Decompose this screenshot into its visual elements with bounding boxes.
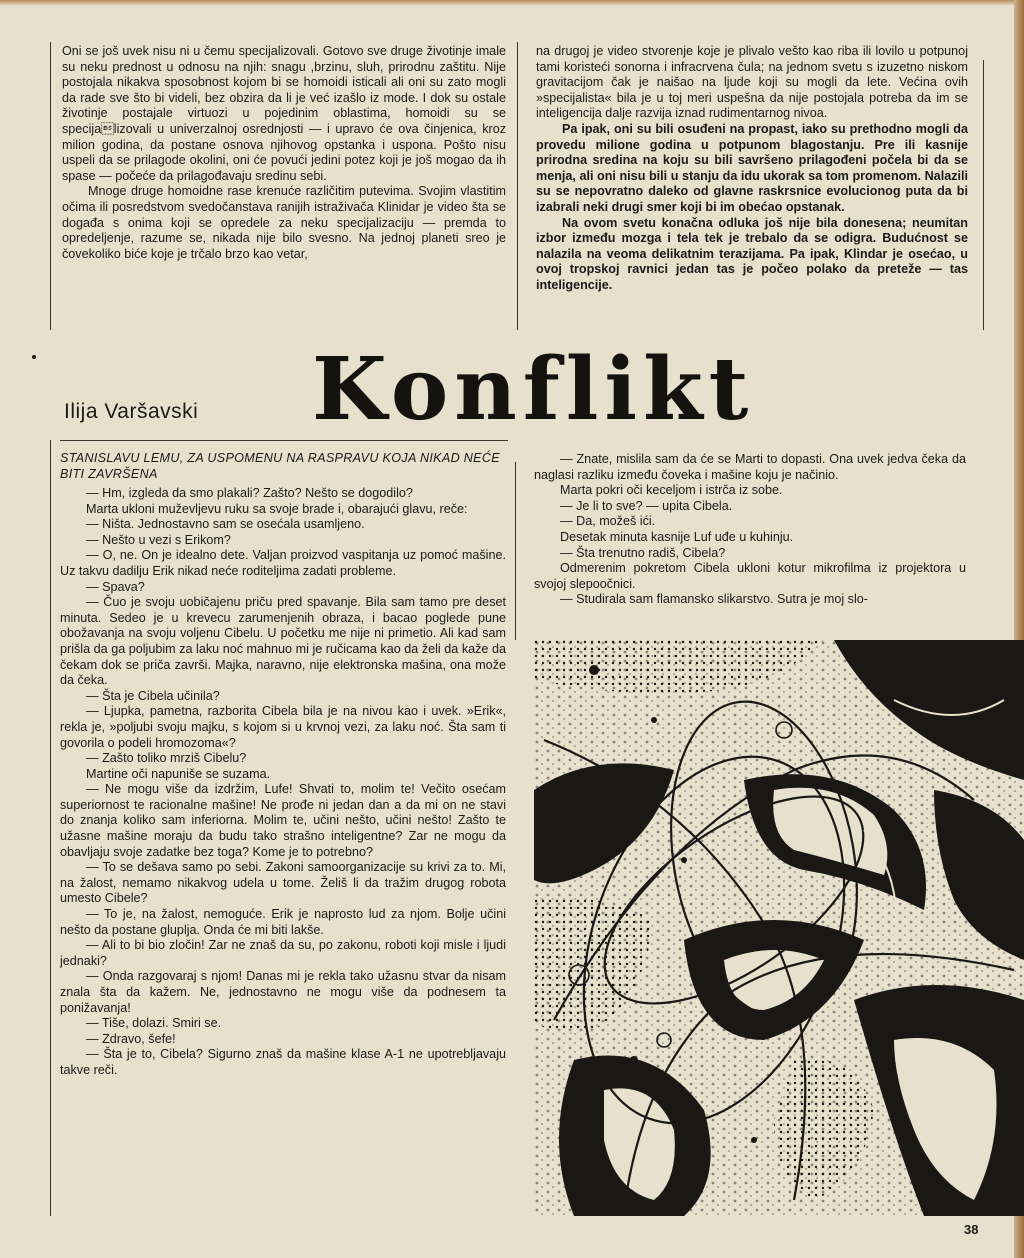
story-paragraph: — Ljupka, pametna, razborita Cibela bila je na nivou kao i uvek. »Erik«, rekla je, »poljubi svoju majku, s kojom si u krvnoj vezi, za laku noć. Šta sam ti govorila o podeli hromozoma«? [60, 704, 506, 750]
story-paragraph: — Zašto toliko mrziš Cibelu? [86, 751, 247, 766]
dedication: STANISLAVU LEMU, ZA USPOMENU NA RASPRAVU KOJA NIKAD NEĆE BITI ZAVRŠENA [60, 451, 500, 481]
story-title: Konflikt [312, 339, 755, 440]
story-paragraph: — Šta trenutno radiš, Cibela? [560, 545, 726, 560]
author-rule [60, 440, 508, 441]
story-paragraph: — Spava? [86, 579, 145, 594]
story-paragraph: — Je li to sve? — upita Cibela. [560, 498, 733, 513]
story-column-divider [515, 462, 516, 640]
intro-paragraph: Oni se još uvek nisu ni u čemu specijalizovali. Gotovo sve druge životinje imale su neku prednost u odnosu na njih: snagu ,brzinu, sluh, prirodnu zaštitu. Nije postojala nikakva sposobnost kojom bi se homoidi isticali ali oni su zato mogli da rade sve što bi videli, bez obzira da li je već izašlo iz mode. I dok su ostale životinje postajale virtuozi u pojedinim oblastima, homoidi su se specijalizovali u univerzalnoj osrednjosti — i upravo će ova činjenica, kroz milion godina, da postane osnova njihovog opstanka i uspona. Pošto nisu uspeli da se prilagode okolini, oni će povući jedini potez koji je još mogao da ih spase — počeće da prilagođavaju sredinu sebi. [62, 44, 506, 183]
story-paragraph: — Ne mogu više da izdržim, Lufe! Shvati to, molim te! Večito osećam superiornost te racionalne mašine! Ne prođe ni jedan dan a da mi on ne stavi do znanja koliko sam inferiorna. Molim te, učini nešto, učini nešto! Zašto te užasne mašine moraju da budu tako strašno inteligentne? Zar ne mogu da obavljaju svoje zadatke bez toga? Kome je to potrebno? [60, 782, 506, 859]
column-divider-top [517, 42, 518, 330]
story-paragraph: Martine oči napuniše se suzama. [86, 766, 271, 781]
story-left-column [60, 486, 506, 1079]
story-paragraph: Marta pokri oči keceljom i istrča iz sobe. [560, 483, 783, 498]
story-left-rule [50, 440, 51, 1216]
story-paragraph: — Onda razgovaraj s njom! Danas mi je rekla tako užasnu stvar da nisam znala šta da kažem. Ne, jednostavno ne mogu više da podnesem ta ponižavanja! [60, 969, 506, 1015]
left-margin-rule [50, 42, 51, 330]
intro-paragraph: Na ovom svetu konačna odluka još nije bila donesena; neumitan izbor između mozga i tela tek je trebalo da se odigra. Budućnost se nalazila na veoma delikatnim terazijama. Pa ipak, Klindar je osećao, u ovoj tropskoj ravnici jedan tas je počeo polako da preteže — tas inteligencije. [536, 215, 968, 292]
story-paragraph: — Šta je to, Cibela? Sigurno znaš da mašine klase A-1 ne upotrebljavaju takve reči. [60, 1047, 506, 1077]
intro-paragraph: Pa ipak, oni su bili osuđeni na propast, iako su prethodno mogli da provedu milione godina u potpunom blagostanju. Pre ili kasnije prirodna sredina na koju su bili savršeno prilagođeni počela bi da se menja, ali oni nisu bili u stanju da idu ukorak sa tom promenom. Nalazili su se nepovratno daleko od glavne raskrsnice evolucionog puta da bi izabrali neki drugi smer koji bi im obećao opstanak. [536, 121, 968, 214]
story-right-column [534, 452, 966, 608]
intro-paragraph: na drugoj je video stvorenje koje je plivalo vešto kao riba ili lovilo u potpunoj tami koristeći sonorna i infracrvena čula; na jednom svetu s izuzetno niskom gravitacijom čak je naišao na ljude koji su mogli da lete. Većina ovih »specijalista« bila je u toj meri uspešna da nije postojala potreba da im se inteligencija dalje razvija iznad rudimentarnog nivoa. [536, 44, 968, 121]
story-paragraph: — Studirala sam flamansko slikarstvo. Sutra je moj slo- [560, 592, 868, 607]
intro-left-column [62, 44, 506, 262]
story-paragraph: — Tiše, dolazi. Smiri se. [86, 1016, 222, 1031]
story-paragraph: — Zdravo, šefe! [86, 1031, 176, 1046]
page-top-edge [0, 0, 1024, 6]
story-paragraph: — Da, možeš ići. [560, 514, 656, 529]
story-paragraph: — To se dešava samo po sebi. Zakoni samoorganizacije su krivi za to. Mi, na žalost, nemamo nikakvog udela u tome. Želiš li da tražim drugog robota umesto Cibele? [60, 860, 506, 906]
intro-paragraph: Mnoge druge homoidne rase krenuće različitim putevima. Svojim vlastitim očima ili posredstvom svedočanstava ranijih istraživača Klinidar je video šta se događa s onima koji se opredele za neku specijalizaciju — premda to opredeljenje, razume se, nikada nije bilo svesno. Na jednoj planeti sreo je čovekoliko biće koje je trčalo brzo kao vetar, [62, 184, 506, 261]
story-paragraph: — Nešto u vezi s Erikom? [86, 532, 231, 547]
story-paragraph: Desetak minuta kasnije Luf uđe u kuhinju. [560, 529, 794, 544]
story-paragraph: — Hm, izgleda da smo plakali? Zašto? Nešto se dogodilo? [86, 486, 413, 500]
story-paragraph: — Šta je Cibela učinila? [86, 688, 220, 703]
intro-right-column [536, 44, 968, 294]
story-paragraph: — Čuo je svoju uobičajenu priču pred spavanje. Bila sam tamo pre deset minuta. Sedeo je u krevecu zarumenjenih obraza, i bacao poglede pune obožavanja na svoju voljenu Cibelu. U početku me nije ni primetio. Ali kad sam prišla da ga poljubim za laku noć mahnuo mi je ručicama kao da želi da kaže da čekam dok se priča završi. Majka, naravno, nije elektronska mašina, ona može da čeka. [60, 595, 506, 688]
page-number: 38 [964, 1222, 979, 1237]
margin-mark [32, 355, 36, 359]
author-name: Ilija Varšavski [64, 400, 199, 423]
story-paragraph: Marta ukloni muževljevu ruku sa svoje brade i, obarajući glavu, reče: [86, 501, 468, 516]
story-paragraph: Odmerenim pokretom Cibela ukloni kotur mikrofilma iz projektora u svojoj slepoočnici. [534, 561, 966, 591]
story-paragraph: — Ali to bi bio zločin! Zar ne znaš da su, po zakonu, roboti koji misle i ljudi jednaki? [60, 938, 506, 968]
space-orbits-illustration [534, 640, 1024, 1216]
story-paragraph: — O, ne. On je idealno dete. Valjan proizvod vaspitanja uz pomoć mašine. Uz takvu dadilju Erik nikad neće roditeljima zadati probleme. [60, 548, 506, 578]
story-paragraph: — To je, na žalost, nemoguće. Erik je naprosto lud za njom. Bolje učini nešto da postane gluplja. Onda će mi biti lakše. [60, 907, 506, 937]
story-paragraph: — Ništa. Jednostavno sam se osećala usamljeno. [86, 517, 365, 532]
story-paragraph: — Znate, mislila sam da će se Marti to dopasti. Ona uvek jedva čeka da naglasi razliku između čoveka i mašine koju je načinio. [534, 452, 966, 482]
right-margin-rule [983, 60, 984, 330]
